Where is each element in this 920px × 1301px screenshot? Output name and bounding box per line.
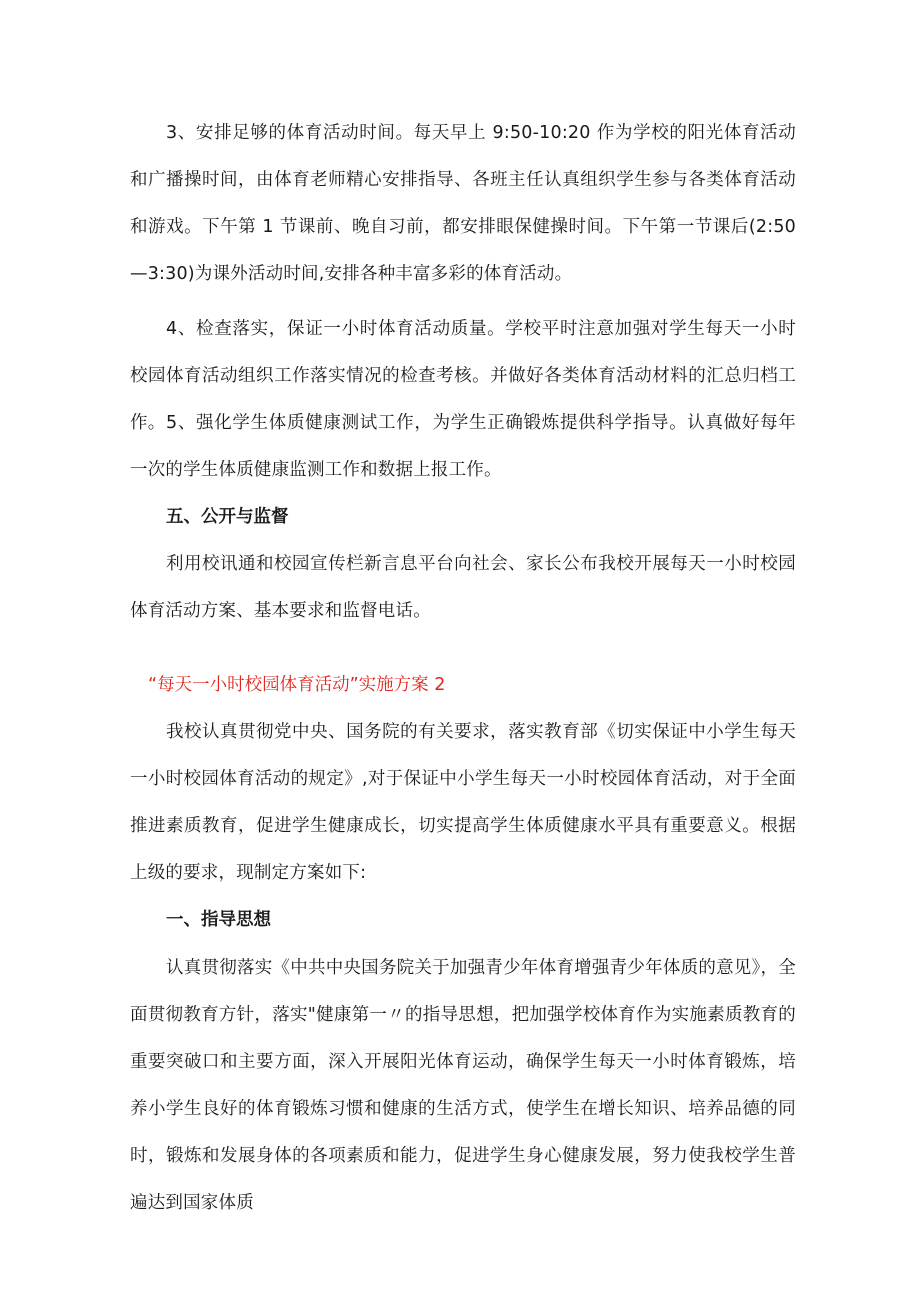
paragraph-item-4: 4、检查落实，保证一小时体育活动质量。学校平时注意加强对学生每天一小时校园体育活动组织工作落实情况的检查考核。并做好各类体育活动材料的汇总归档工作。 [130, 319, 796, 433]
paragraph-guiding-ideology: 认真贯彻落实《中共中央国务院关于加强青少年体育增强青少年体质的意见》，全面贯彻教育方针，落实"健康第一〃的指导思想，把加强学校体育作为实施素质教育的重要突破口和主要方面，深入开展阳光体育运动，确保学生每天一小时体育锻炼，培养小学生良好的体育锻炼习惯和健康的生活方式，使学生在增长知识、培养品德的同时，锻炼和发展身体的各项素质和能力，促进学生身心健康发展，努力使我校学生普遍达到国家体质 [130, 958, 796, 1213]
plan-2-title: “每天一小时校园体育活动”实施方案 2 [148, 675, 446, 695]
paragraph-disclosure: 利用校讯通和校园宣传栏新言息平台向社会、家长公布我校开展每天一小时校园体育活动方案、基本要求和监督电话。 [130, 554, 796, 621]
section-heading-five: 五、公开与监督 [166, 507, 289, 527]
paragraph-item-5: 5、强化学生体质健康测试工作，为学生正确锻炼提供科学指导。认真做好每年一次的学生体质健康监测工作和数据上报工作。 [130, 413, 796, 480]
section-heading-one: 一、指导思想 [166, 910, 271, 930]
paragraph-intro: 我校认真贯彻党中央、国务院的有关要求，落实教育部《切实保证中小学生每天一小时校园体育活动的规定》,对于保证中小学生每天一小时校园体育活动，对于全面推进素质教育，促进学生健康成长，切实提高学生体质健康水平具有重要意义。根据上级的要求，现制定方案如下: [130, 722, 796, 883]
paragraph-item-3: 3、安排足够的体育活动时间。每天早上 9:50-10:20 作为学校的阳光体育活动和广播操时间，由体育老师精心安排指导、各班主任认真组织学生参与各类体育活动和游戏。下午第 1 节课前、晚自习前，都安排眼保健操时间。下午第一节课后(2:50—3:30)为课外活动时间,安排各种丰富多彩的体育活动。 [130, 123, 796, 284]
